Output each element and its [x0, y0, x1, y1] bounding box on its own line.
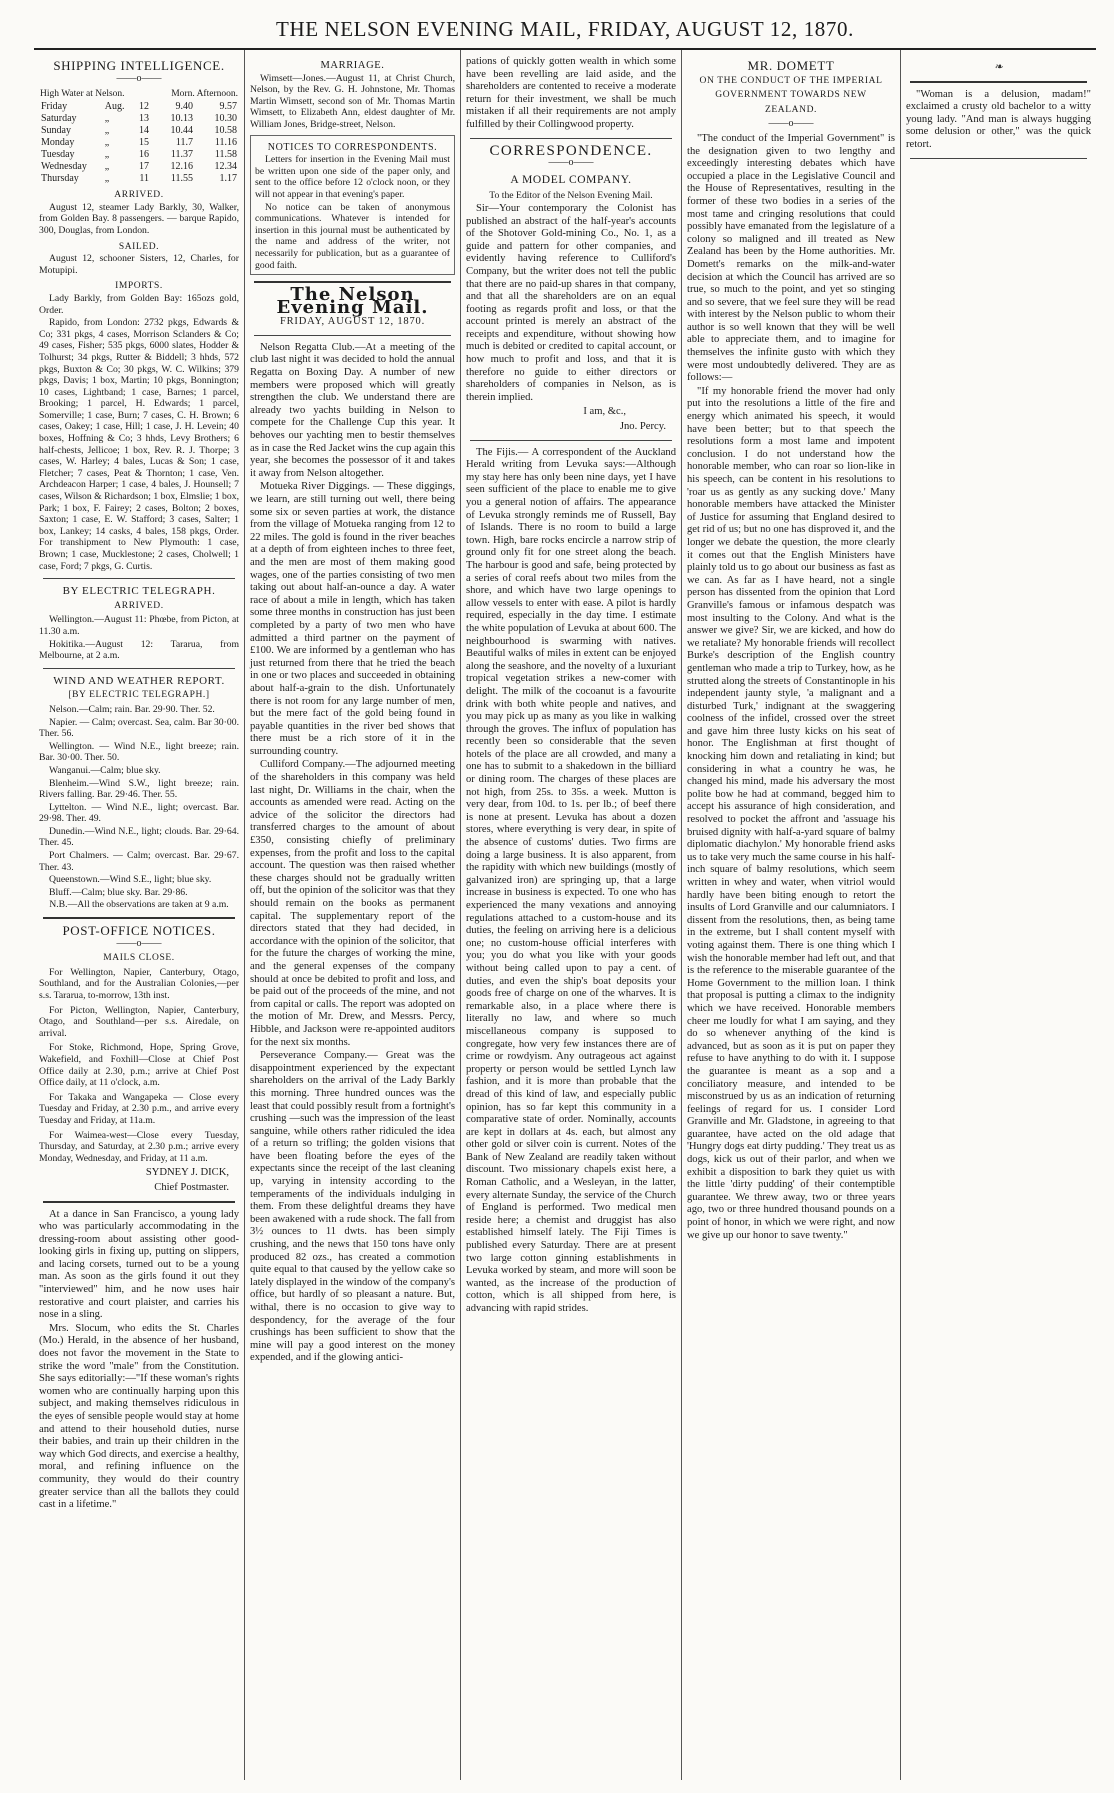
- weather-title: WIND AND WEATHER REPORT.: [53, 674, 225, 687]
- notices-text-2: No notice can be taken of anonymous communications. Whatever is intended for insertion in this journal must be authenticated by the name and address of the writer, not necessarily for publication, but as a guarantee of good faith.: [255, 201, 450, 271]
- weather-item: Nelson.—Calm; rain. Bar. 29·90. Ther. 52.: [49, 703, 215, 715]
- tide-cell-b: 9.57: [219, 101, 237, 113]
- tide-cell-a: 12.16: [170, 161, 193, 173]
- columns: [34, 50, 1096, 1780]
- divider: [43, 578, 235, 579]
- weather-item: Lyttelton. — Wind N.E., light; overcast. Bar. 29·98. Ther. 49.: [39, 801, 239, 825]
- tide-cell-day: Monday: [41, 137, 75, 149]
- tide-row: [39, 149, 239, 161]
- column-5: [901, 50, 1096, 1780]
- tide-row: [39, 125, 239, 137]
- tide-cell-a: 10.44: [170, 125, 193, 137]
- tide-cell-m: „: [104, 149, 110, 161]
- tide-table-columns: Morn. Afternoon.: [171, 89, 238, 100]
- tide-cell-a: 9.40: [175, 101, 193, 113]
- marriage-title: MARRIAGE.: [320, 60, 385, 71]
- diggings-paragraph: Motueka River Diggings. — These diggings, we learn, are still turning out well, there being some six or seven parties at work, the distance from the village of Motueka ranging from 12 to 22 miles. The gold is found in the river beaches at a depth of from eighteen inches to three feet, and the men are most of them making good wages, one of the parties consisting of two men taking out about half-an-ounce a day. A water race of about a mile in length, which has taken some three months in construction has just been completed by a party of two men who have admitted a third partner on the payment of £100. We are informed by a gentleman who has just returned from there that he tried the beach in one or two places and succeeded in obtaining about half-a-grain to the dish. Unfortunately there is not room for any large number of men, but the mere fact of the gold being found in payable quantities in the river bed shows that there must be a rich store of it in the surrounding country.: [250, 481, 455, 757]
- domett-speech: "If my honorable friend the mover had only put into the resolutions a little of the fire and energy which animated his speech, it would have been better; but to that speech the resolutions form a most lame and impotent conclusion. I do not understand how the honorable member, who can roar so lion-like in his speech, can be content in his resolutions to 'roar us as gently as any sucking dove.' Many honorable members have attacked the Minister of Justice for assuming that England desired to get rid of us; but no one has disproved it, and the longer we debate the question, the more clearly it comes out that the English Ministers have plainly told us to go about our business as fast as we can. As far as I have heard, not a single person has dissented from the opinion that Lord Granville's famous or infamous despatch was most insulting to the Colony. And what is the answer we give? Sir, we are kicked, and how do we retaliate? My honorable friends will recollect Burke's description of the English country gentleman who made a trip to Turkey, how, as he strutted along the streets of Constantinople in his independent jaunty style, 'a malignant and a disturbed Turk,' indignant at the swaggering coolness of the infidel, crossed over the street and gave him three lusty kicks on his seat of honor. The Englishman at first thought of knocking him down and retaliating in kind; but considering in what a country he was, he changed his mind, made his adversary the most polite bow he had at command, begged him to accept his assurance of high consideration, and resolved to pocket the affront and 'assuage his bruised dignity with half-a-yard square of balmy diplomatic diachylon.' My honorable friend asks us to take very much the same course in his half-inch square of balmy resolutions, which seem written in whey and water, when vitriol would hardly have been biting enough to retort the insults of Lord Granville and our calumniators. I dissent from the resolutions, then, as being tame in the extreme, but I shall content myself with voting against them. There is one thing which I wish the honorable member had left out, and that is the reference to the miserable guarantee of the Home Government to the million loan. I think that proposal is putting a climax to the indignity which we have received. Honorable members cheer me loudly for what I am saying, and they do so whenever anything of the kind is advanced, but as soon as it is put on paper they refuse to have anything to do with it. I suppose the guarantee is meant as a sop and a conciliatory measure, and intended to be misconstrued by us as an indication of returning feelings of regard for us. I consider Lord Granville and Mr. Gladstone, in agreeing to that guarantee, have acted on the old adage that 'Hungry dogs eat dirty pudding.' They treat us as dogs, kick us out of their parlor, and when we exhibit a disposition to bark they quiet us with the little 'dirty pudding' of their contemptible guarantee. We threw away, two or three years ago, two or three hundred thousand pounds on a point of honor, in which we were right, and now we give up our honor to save twenty.": [687, 385, 895, 1241]
- telegraph-title: BY ELECTRIC TELEGRAPH.: [62, 585, 216, 598]
- tide-cell-m: „: [104, 161, 110, 173]
- divider: [254, 281, 451, 283]
- tide-cell-day: Sunday: [41, 125, 71, 137]
- tide-row: [39, 137, 239, 149]
- divider: [43, 1201, 235, 1203]
- tide-cell-day: Thursday: [41, 173, 79, 185]
- culliford-paragraph: Culliford Company.—The adjourned meeting of the shareholders in this company was held last night, Dr. Williams in the chair, when the accounts as amended were read. Acting on the advice of the solicitor the directors had transferred charges to the amount of about £350, consisting chiefly of preliminary expenses, from the profit and loss to the capital account. The question was then raised whether these charges should not be gradually written off, but the opinion of the solicitor was that they should remain on the books as permanent capital. The supplementary report of the directors stated that they had decided, in accordance with the opinion of the solicitor, that for the future the charges of working the mine, and the general expenses of the company should at once be debited to profit and loss, and be paid out of the proceeds of the mine, and not from capital or calls. The report was adopted on the motion of Mr. Drew, and Messrs. Percy, Hibble, and Jackson were re-appointed auditors for the next six months.: [250, 759, 455, 1048]
- tide-cell-b: 1.17: [219, 173, 237, 185]
- mail-item: For Takaka and Wangapeka — Close every Tuesday and Friday, at 2.30 p.m., and arrive every Tuesday and Friday, at 11a.m.: [39, 1091, 239, 1126]
- domett-sub-3: ZEALAND.: [764, 104, 818, 115]
- postoffice-title: POST-OFFICE NOTICES.: [62, 923, 216, 939]
- tide-cell-m: Aug.: [104, 101, 125, 113]
- weather-item: Wellington. — Wind N.E., light breeze; rain. Bar. 30·00. Ther. 50.: [39, 740, 239, 764]
- masthead: THE NELSON EVENING MAIL, FRIDAY, AUGUST 12, 1870.: [276, 17, 854, 41]
- tide-row: [39, 173, 239, 185]
- domett-title: MR. DOMETT: [747, 58, 835, 73]
- tide-cell-day: Tuesday: [41, 149, 75, 161]
- paper-nameplate: The Nelson Evening Mail.: [276, 284, 429, 318]
- sailed-text: August 12, schooner Sisters, 12, Charles, for Motupipi.: [39, 253, 239, 276]
- mails-close-heading: MAILS CLOSE.: [103, 953, 175, 964]
- column-1: [34, 50, 245, 1780]
- weather-item: Blenheim.—Wind S.W., light breeze; rain. Rivers falling. Bar. 29·46. Ther. 55.: [39, 777, 239, 801]
- model-company-title: A MODEL COMPANY.: [510, 173, 632, 186]
- telegraph-item-2: Hokitika.—August 12: Tararua, from Melbourne, at 2 a.m.: [39, 638, 239, 662]
- tide-cell-day: Friday: [41, 101, 68, 113]
- anecdote-heading: ❧: [994, 62, 1003, 73]
- column-4: [682, 50, 901, 1780]
- telegraph-arrived-heading: ARRIVED.: [114, 600, 164, 611]
- ornament: ——o——: [116, 72, 162, 84]
- imports-heading: IMPORTS.: [115, 281, 163, 292]
- notices-text-1: Letters for insertion in the Evening Mail must be written upon one side of the paper only, and sent to the office before 12 o'clock noon, or they will not appear in that evening's paper.: [255, 154, 450, 200]
- tide-cell-m: „: [104, 113, 110, 125]
- tide-row: [39, 101, 239, 113]
- tide-table-label: High Water at Nelson.: [40, 89, 125, 100]
- arrived-heading: ARRIVED.: [114, 190, 164, 201]
- tide-cell-d: 13: [139, 113, 150, 125]
- tide-cell-d: 15: [139, 137, 150, 149]
- domett-sub-2: GOVERNMENT TOWARDS NEW: [715, 90, 867, 101]
- correspondence-title: CORRESPONDENCE.: [489, 142, 653, 159]
- mail-item: For Waimea-west—Close every Tuesday, Thursday, and Saturday, at 2.30 p.m.; arrive every Monday, Wednesday, and Friday, at 11 a.m.: [39, 1129, 239, 1164]
- regatta-paragraph: Nelson Regatta Club.—At a meeting of the club last night it was decided to hold the annual Regatta on Boxing Day. A number of new members were proposed which will greatly strengthen the club. We understand there are already two yachts building in Nelson to compete for the Challenge Cup this year. It behoves our yachting men to bestir themselves as in case the Red Jacket wins the cup again this year, she becomes the possessor of it and takes it away from Nelson altogether.: [250, 341, 455, 479]
- ornament: ——o——: [548, 157, 594, 169]
- domett-intro: "The conduct of the Imperial Government" is the designation given to two lengthy and exceedingly interesting debates which have occupied a place in the Legislative Council and the House of Representatives, resulting in the former of these two bodies in a series of the most tame and cringing resolutions that could possibly have emanated from the legislature of a colony so maligned and ill treated as New Zealand has been by the Home authorities. Mr. Domett's remarks on the milk-and-water decision at which the Council has arrived are so true, so much to the point, and yet so stinging and so severe, that we feel sure they will be read with interest by the Nelson public to whom their author is so well known that they will be well able to appreciate them, and to imagine for themselves the infinite gusto with which they were most undoubtedly delivered. They are as follows:—: [687, 132, 895, 384]
- divider: [470, 138, 672, 139]
- tide-cell-d: 14: [139, 125, 150, 137]
- sailed-heading: SAILED.: [118, 241, 160, 252]
- telegraph-item-1: Wellington.—August 11: Phœbe, from Picton, at 11.30 a.m.: [39, 614, 239, 637]
- divider: [43, 668, 235, 669]
- imports-text-1: Lady Barkly, from Golden Bay: 165ozs gold, Order.: [39, 292, 239, 316]
- notices-box: [250, 135, 455, 276]
- perseverance-paragraph: Perseverance Company.— Great was the disappointment experienced by the expectant shareholders on the arrival of the Lady Barkly this morning. Three hundred ounces was the least that could possibly result from a fortnight's crushing —such was the impression of the least sanguine, while others rather ridiculed the idea of a return so trifling; the golden visions that have been floating before the eyes of the expectants since the receipt of the last cleaning up, varying in intensity according to the temperaments of the individuals indulging in them. From these delightful dreams they have been awakened with a rude shock. The fall from 3½ ounces to 11 dwts. has been simply crushing, and the news that 150 tons have only produced 82 ozs., has created a commotion quite equal to that caused by the yellow cake so lately displayed in the window of the company's office, but hardly of so pleasant a nature. But, withal, there is no occasion to give way to despondency, for the average of the four crushings has been sufficient to show that the mine will pay a good interest on the money expended, and if the glowing antici-: [250, 1050, 455, 1364]
- perseverance-continued: pations of quickly gotten wealth in which some have been revelling are laid aside, and the shareholders are contented to receive a moderate return for their investment, we shall be much mistaken if all their requirements are not amply fulfilled by their Collingwood property.: [466, 56, 676, 130]
- weather-sub: [BY ELECTRIC TELEGRAPH.]: [68, 690, 210, 701]
- tide-cell-b: 10.30: [214, 113, 237, 125]
- tide-cell-a: 11.55: [170, 173, 193, 185]
- postmaster-name: SYDNEY J. DICK,: [145, 1167, 229, 1179]
- tide-cell-b: 11.58: [214, 149, 237, 161]
- weather-item: Queenstown.—Wind S.E., light; blue sky.: [49, 874, 212, 886]
- slocum-paragraph: Mrs. Slocum, who edits the St. Charles (Mo.) Herald, in the absence of her husband, does not favor the movement in the State to strike the word "male" from the Constitution. She says editorially:—"If these woman's rights women who are continually harping upon this subject, and making themselves ridiculous in the eyes of sensible people would stay at home and attend to their household duties, nurse their babies, and train up their children in the way which God directs, and exercise a healthy, moral, and refining influence on the community, they would do their country greater service than all the ballots they could cast in a lifetime.": [39, 1322, 239, 1511]
- ornament: ——o——: [768, 118, 814, 130]
- tide-cell-m: „: [104, 173, 110, 185]
- divider: [910, 158, 1087, 159]
- letter-signature: Jno. Percy.: [619, 421, 666, 433]
- tide-cell-d: 12: [139, 101, 150, 113]
- tide-row: [39, 161, 239, 173]
- column-3: [461, 50, 682, 1780]
- tide-cell-a: 10.13: [170, 113, 193, 125]
- weather-item: Dunedin.—Wind N.E., light; clouds. Bar. 29·64. Ther. 45.: [39, 825, 239, 849]
- notices-title: NOTICES TO CORRESPONDENTS.: [267, 141, 438, 153]
- postmaster-title: Chief Postmaster.: [154, 1181, 229, 1193]
- tide-cell-m: „: [104, 125, 110, 137]
- weather-item: Bluff.—Calm; blue sky. Bar. 29·86.: [49, 886, 188, 898]
- weather-item: Wanganui.—Calm; blue sky.: [49, 764, 161, 776]
- domett-sub-1: ON THE CONDUCT OF THE IMPERIAL: [699, 75, 883, 86]
- divider: [254, 335, 451, 336]
- column-2: [245, 50, 461, 1780]
- tide-cell-a: 11.7: [175, 137, 193, 149]
- mail-item: For Stoke, Richmond, Hope, Spring Grove, Wakefield, and Foxhill—Close at Chief Post Office daily at 2.30, p.m.; arrive at Chief Post Office daily, at 11 o'clock, a.m.: [39, 1042, 239, 1089]
- divider: [470, 440, 672, 441]
- imports-text-2: Rapido, from London: 2732 pkgs, Edwards & Co; 331 pkgs, 4 cases, Morrison Sclanders & Co; 49 cases, Fisher; 535 pkgs, 6000 slates, Hodder & Tolhurst; 34 pkgs, Rutter & Biddell; 3 hhds, 572 pkgs, Buxton & Co; 30 pkgs, W. C. Wilkins; 379 pkgs, Davis; 1 box, Martin; 10 pkgs, Bonnington; 10 cases, Lightband; 1 case, Barnes; 1 parcel, Brooking; 1 parcel, H. Edwards; 1 parcel, Somerville; 1 case, Burn; 7 cases, C. H. Brown; 6 cases, Oakey; 1 case, Hill; 1 case, J. H. Levein; 40 boxes, Hoffning & Co; 3 hhds, Levy Brothers; 6 half-chests, Jellicoe; 1 box, Rev. R. J. Thorpe; 3 cases, W. Harley; 4 bales, Lucas & Son; 1 case, Fletcher; 7 cases, Peat & Thornton; 1 case, Ven. Archdeacon Harper; 1 case, 4 bales, J. Hounsell; 7 cases, Wilson & Richardson; 1 box, Elmslie; 1 box, Park; 1 box, F. Fairey; 2 cases, Bolton; 2 boxes, Saxton; 1 case, E. W. Stafford; 3 cases, Salter; 1 box, Lankey; 14 casks, 4 bales, 158 pkgs, Order. For transhipment to New Plymouth: 1 case, Brown; 1 case, Mucklestone; 2 cases, Cholwell; 1 case, Ford; 7 pkgs, G. Curtis.: [39, 317, 239, 572]
- woman-delusion-paragraph: "Woman is a delusion, madam!" exclaimed a crusty old bachelor to a witty young lady. "And man is always hugging some delusion or other," was the quick retort.: [906, 88, 1091, 150]
- to-editor-line: To the Editor of the Nelson Evening Mail.: [489, 190, 653, 202]
- weather-item: Port Chalmers. — Calm; overcast. Bar. 29·67. Ther. 43.: [39, 850, 239, 873]
- tide-cell-d: 11: [139, 173, 150, 185]
- tide-cell-a: 11.37: [170, 149, 193, 161]
- tide-row: [39, 113, 239, 125]
- tide-cell-day: Wednesday: [41, 161, 87, 173]
- marriage-text: Wimsett—Jones.—August 11, at Christ Church, Nelson, by the Rev. G. H. Johnstone, Mr. Thomas Martin Wimsett, second son of Mr. Thomas Martin Wimsett, to Elizabeth Ann, eldest daughter of Mr. William Jones, Bridge-street, Nelson.: [250, 72, 455, 130]
- editorial-date: FRIDAY, AUGUST 12, 1870.: [279, 316, 426, 328]
- dance-paragraph: At a dance in San Francisco, a young lady who was particularly accommodating in the dressing-room about assisting other good-looking girls in fixing up, putting on slippers, and lacing corsets, turned out to be a young man. As soon as the girls found it out they "interviewed" him, and he now uses hair restorative and court plaister, and carries his nose in a sling.: [39, 1208, 239, 1321]
- fijis-paragraph: The Fijis.— A correspondent of the Auckland Herald writing from Levuka says:—Although my stay here has only been nine days, yet I have seen sufficient of the place to enable me to give you a general notion of affairs. The appearance of Levuka strongly reminds me of Russell, Bay of Islands. There is no room to build a large town. High, bare rocks encircle a narrow strip of ground only fit for one street along the beach. The harbour is good and safe, being protected by a series of coral reefs about two miles from the shore, and which have two large openings to allow vessels to enter with ease. A pilot is hardly required, especially in the day time. I estimate the white population of Levuka at about 600. The neighbourhood is swarming with natives. Beautiful walks of miles in extent can be enjoyed along the seashore, and the novelty of a luxuriant tropical vegetation strikes a new-comer with delight. The milk of the cocoanut is a favourite drink with both white people and natives, and you may pick up as many as you like in walking through the groves. The influx of population has recently been so considerable that the seven hotels of the place are all crowded, and many a one has to submit to a shakedown in the billiard or dining room. The charges of these places are not high, from 25s. to 35s. a week. Mutton is very dear, from 10d. to 1s. per lb.; of beef there is none at present. Levuka has about a dozen stores, where everything is very dear, in spite of the absence of customs' duties. Two firms are doing a large business. It is also apparent, from the rapidity with which new buildings (mostly of galvanized iron) are springing up, that a large increase in business is expected. To one who has experienced the many vexations and annoying regulations attached to a custom-house and its duties, the feeling on arriving here is a delicious one; no custom-house official interferes with you; you do what you like with your goods without being called upon to pay a cent. of duties, and even the ship's boat deposits your goods free of charge on one of the wharves. It is remarkable also, in a place where there is literally no law, and where so much miscellaneous company is supposed to congregate, how very few instances there are of crime or rowdyism. Any outrageous act against property or person would be settled Lynch law fashion, and it is more than probable that the dread of this kind of law, and especially public opinion, has so far kept this community in a comparative state of order. Nominally, accounts are kept in dollars at 4s. each, but almost any other gold or silver coin is current. Notes of the Bank of New Zealand are readily taken without discount. Two missionary chapels exist here, a Roman Catholic, and a Wesleyan, in the latter, every alternate Sunday, the service of the Church of England is performed. Two medical men reside here; a chemist and druggist has also established himself lately. The Fiji Times is published every Saturday. There are at present two large cotton ginning establishments in Levuka worked by steam, and more will soon be wanted, as the increase of the production of cotton, which is all shipped from here, is advancing with rapid strides.: [466, 446, 676, 1314]
- mail-item: For Wellington, Napier, Canterbury, Otago, Southland, and for the Australian Colonies,—per s.s. Tararua, to-morrow, 13th inst.: [39, 966, 239, 1001]
- weather-note: N.B.—All the observations are taken at 9 a.m.: [49, 899, 229, 911]
- tide-cell-d: 17: [139, 161, 150, 173]
- tide-cell-b: 11.16: [214, 137, 237, 149]
- weather-item: Napier. — Calm; overcast. Sea, calm. Bar 30·00. Ther. 56.: [39, 716, 239, 740]
- divider: [43, 917, 235, 919]
- arrived-text: August 12, steamer Lady Barkly, 30, Walker, from Golden Bay. 8 passengers. — barque Rapido, 300, Douglas, from London.: [39, 201, 239, 236]
- tide-cell-m: „: [104, 137, 110, 149]
- tide-cell-b: 10.58: [214, 125, 237, 137]
- letter-text: Sir—Your contemporary the Colonist has published an abstract of the half-year's accounts of the Shotover Gold-mining Co., No. 1, as a guide and pattern for other companies, and evidently having reference to Culliford's Company, but the writer does not tell the public that there are no paid-up shares in that company, and that all the shareholders are on an equal footing as regards profit and loss, or that the account printed is merely an abstract of the receipts and expenditure, without showing how much is debited or credited to capital account, or how much to profit and loss, and that it is therefore no guide to either directors or shareholders of companies in Nelson, as is therein implied.: [466, 202, 676, 403]
- tide-table: [39, 87, 239, 185]
- tide-cell-b: 12.34: [214, 161, 237, 173]
- tide-cell-day: Saturday: [41, 113, 77, 125]
- ornament: ——o——: [116, 937, 162, 949]
- tide-cell-d: 16: [139, 149, 150, 161]
- mail-item: For Picton, Wellington, Napier, Canterbury, Otago, and Southland—per s.s. Airedale, on arrival.: [39, 1004, 239, 1039]
- letter-closing: I am, &c.,: [583, 406, 626, 418]
- shipping-title: SHIPPING INTELLIGENCE.: [53, 58, 225, 73]
- divider: [910, 81, 1087, 83]
